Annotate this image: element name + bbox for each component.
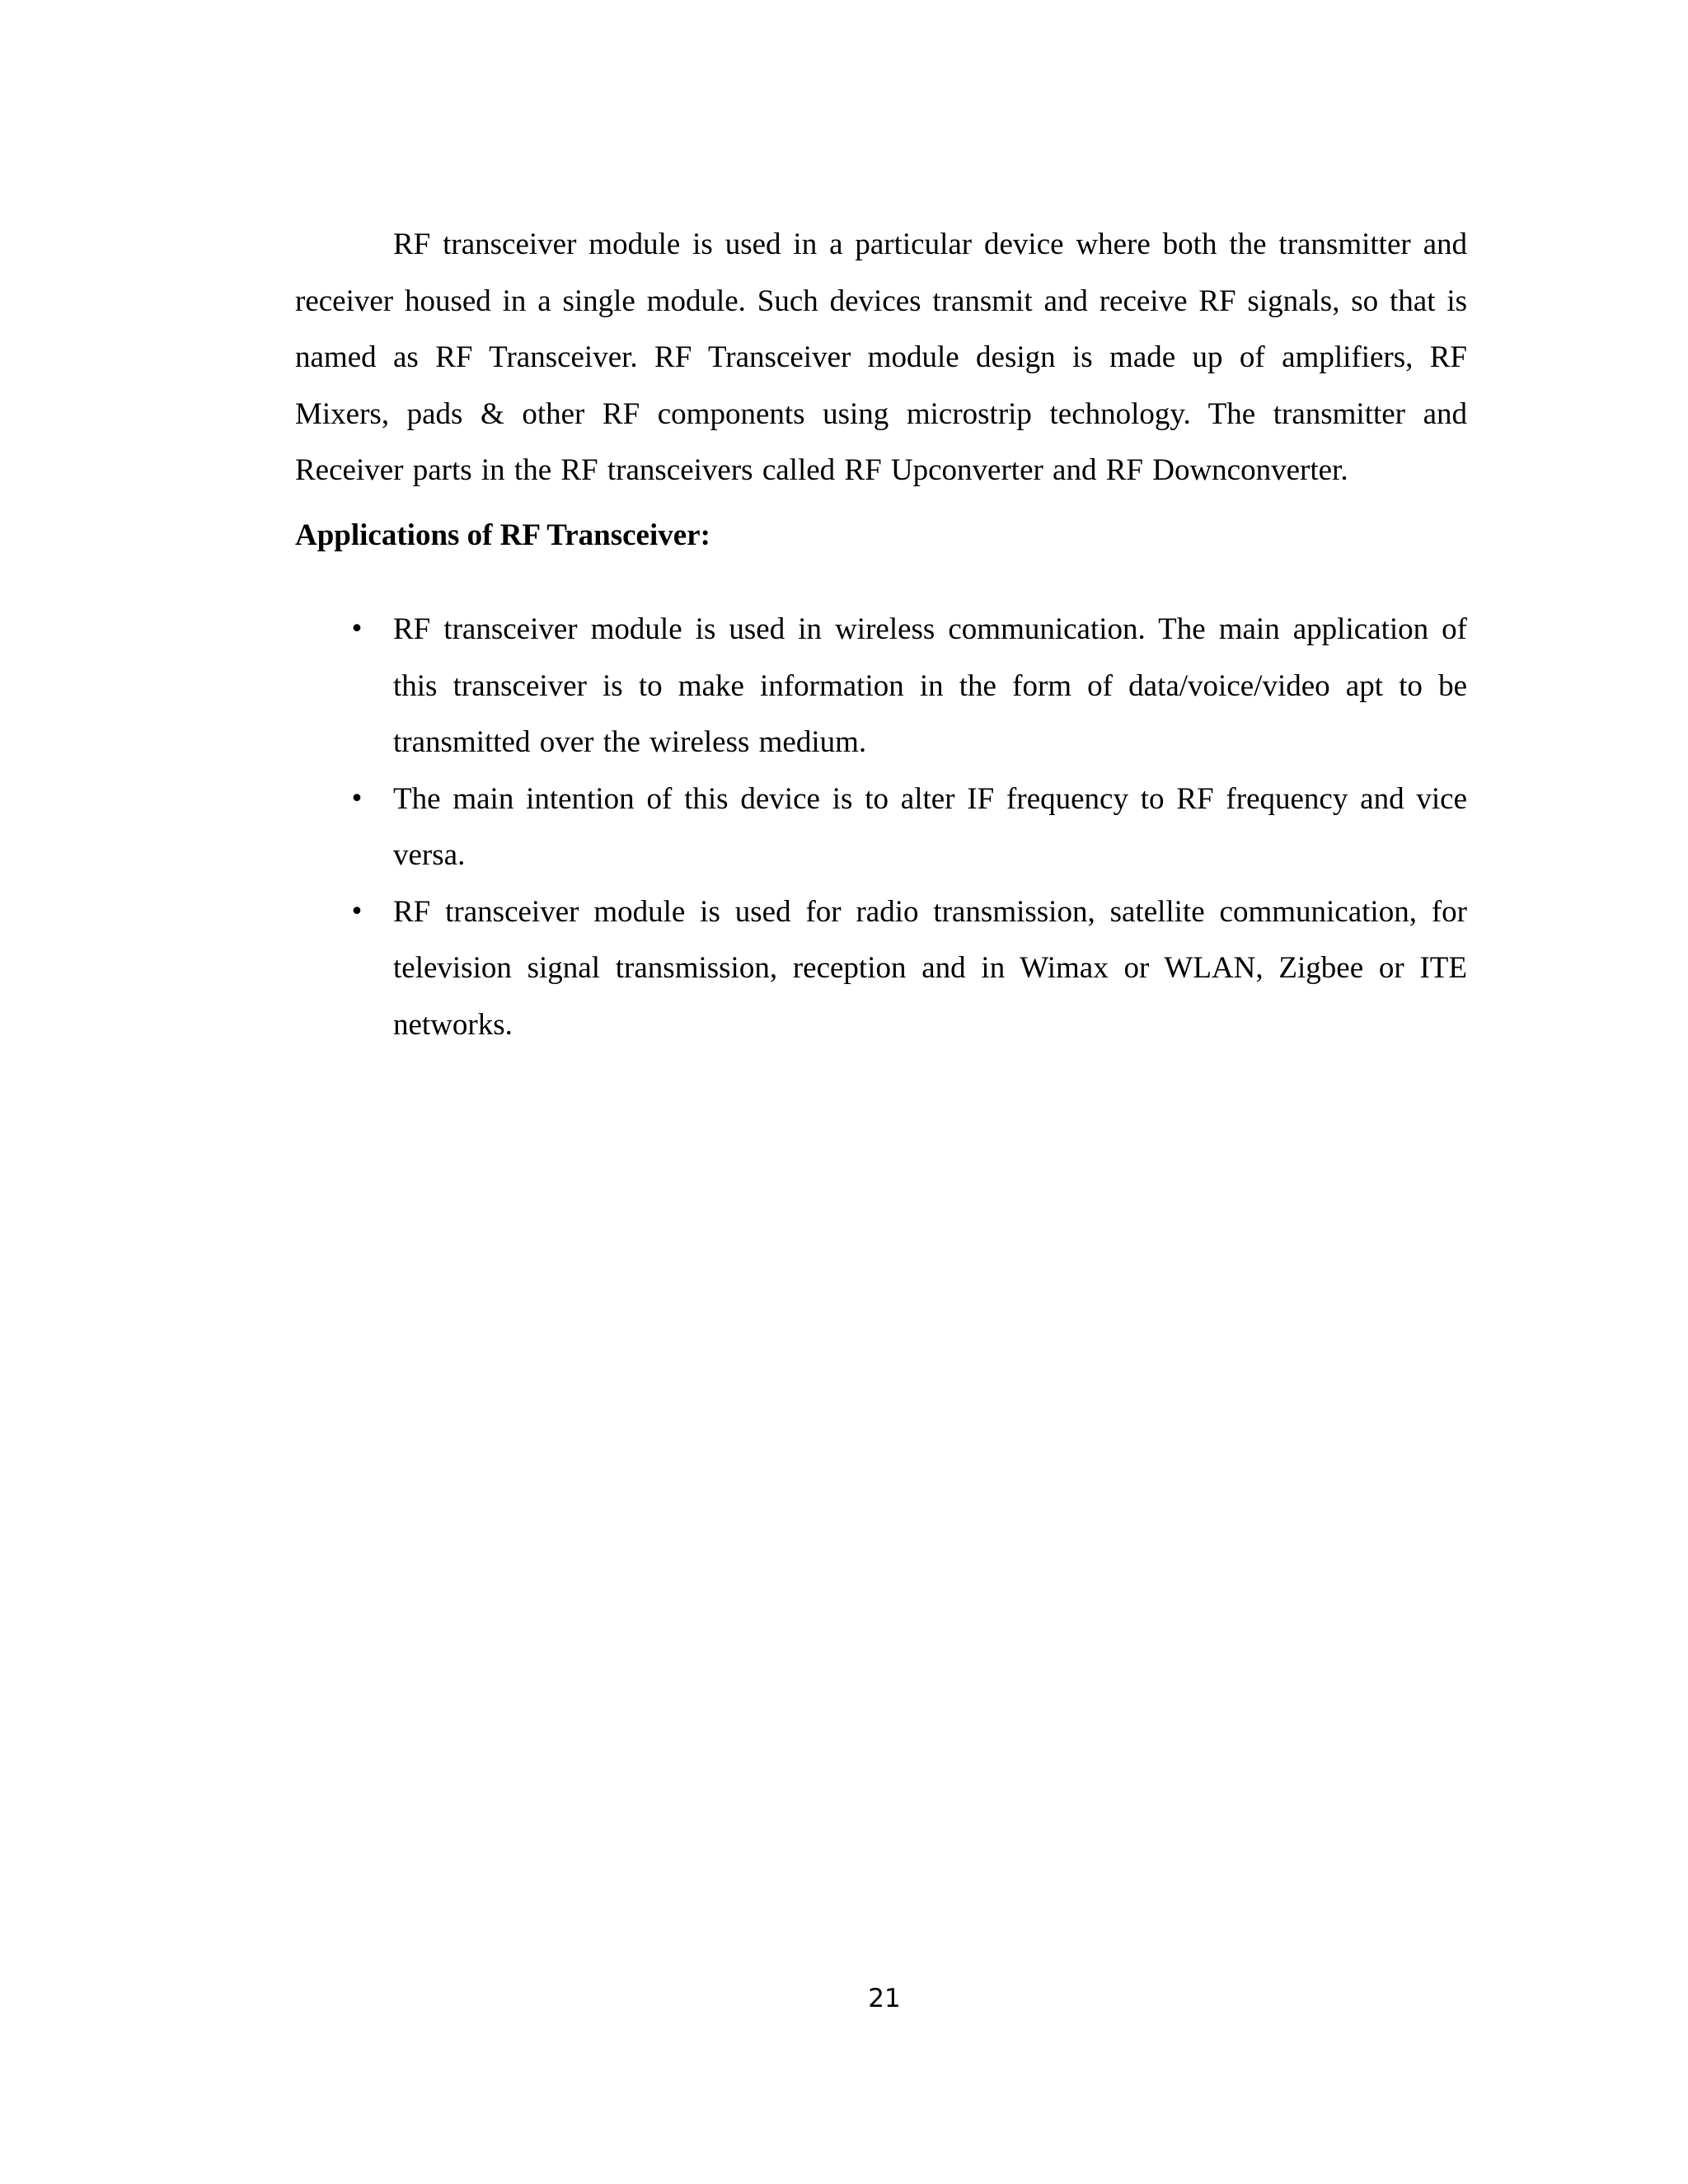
list-item: [295, 771, 1467, 884]
bullet-icon: •: [349, 897, 364, 926]
bullet-icon: •: [349, 615, 364, 644]
intro-paragraph: RF transceiver module is used in a particular device where both the transmitter and receiver housed in a single module. Such devices transmit and receive RF signals, so that is named as RF Transceiver. RF Transceiver module design is made up of amplifiers, RF Mixers, pads & other RF components using microstrip technology. The transmitter and Receiver parts in the RF transceivers called RF Upconverter and RF Downconverter.: [295, 227, 1467, 487]
section-heading: Applications of RF Transceiver:: [295, 518, 710, 552]
bullet-icon: •: [349, 784, 364, 813]
page-number: 21: [868, 1984, 901, 2013]
list-item: [295, 884, 1467, 1054]
list-item-text: The main intention of this device is to alter IF frequency to RF frequency and vice versa.: [393, 781, 1467, 872]
applications-list: [295, 602, 1467, 1053]
list-item-text: RF transceiver module is used in wireless communication. The main application of this transceiver is to make information in the form of data/voice/video apt to be transmitted over the wireless medium.: [393, 612, 1467, 759]
list-item: [295, 602, 1467, 771]
list-item-text: RF transceiver module is used for radio transmission, satellite communication, for television signal transmission, reception and in Wimax or WLAN, Zigbee or ITE networks.: [393, 894, 1467, 1042]
